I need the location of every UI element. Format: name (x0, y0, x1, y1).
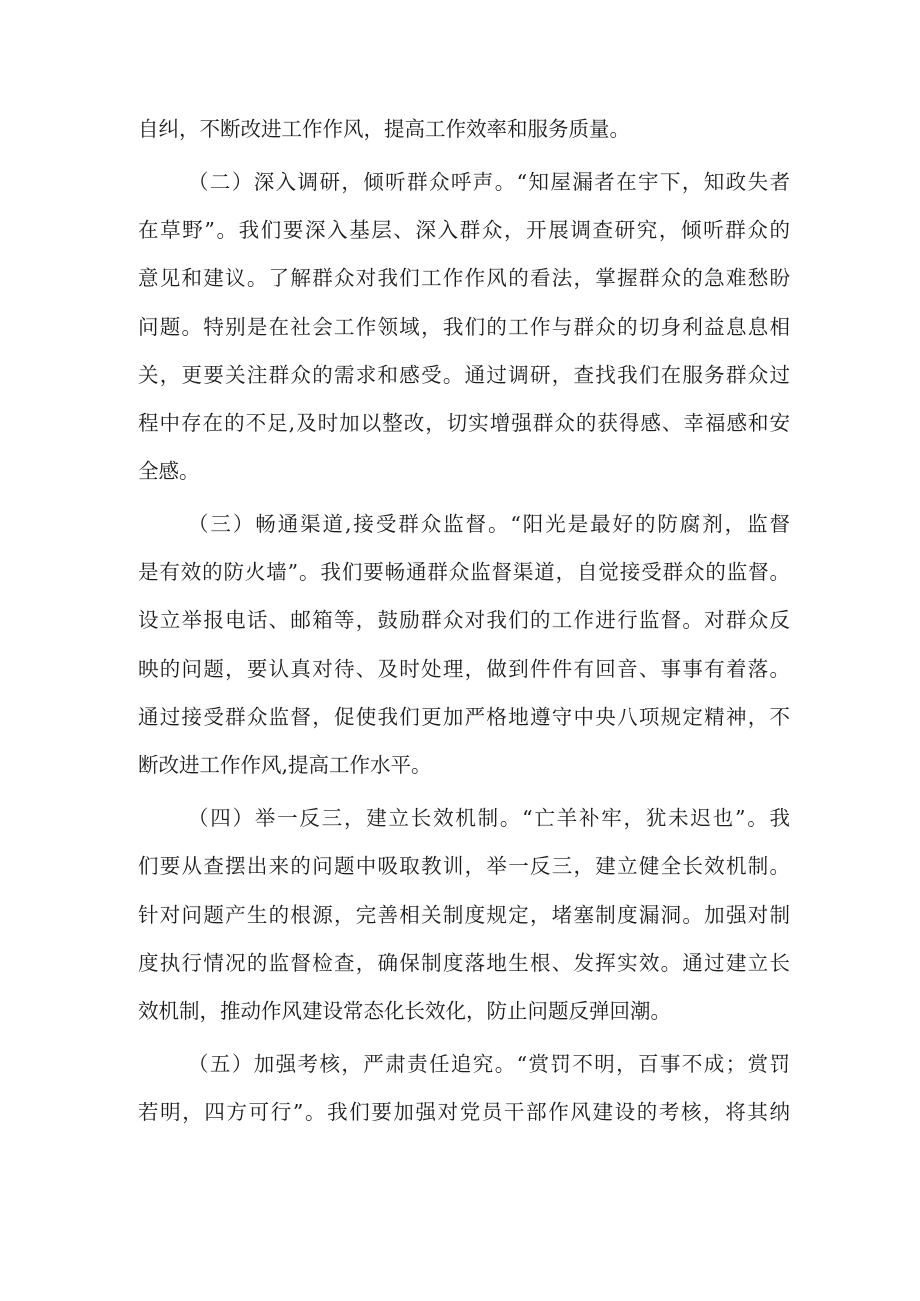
paragraph-4-line-0: （五）加强考核，严肃责任追究。“赏罚不明，百事不成；赏罚 (188, 1052, 790, 1076)
paragraph-3-line-3: 度执行情况的监督检查，确保制度落地生根、发挥实效。通过建立长 (138, 951, 790, 975)
paragraph-1-line-5: 程中存在的不足,及时加以整改，切实增强群众的获得感、幸福感和安 (138, 411, 790, 435)
paragraph-1-line-0: （二）深入调研，倾听群众呼声。“知屋漏者在宇下，知政失者 (188, 170, 790, 194)
paragraph-3-line-4: 效机制，推动作风建设常态化长效化，防止问题反弹回潮。 (138, 999, 671, 1023)
paragraph-3-line-0: （四）举一反三，建立长效机制。“亡羊补牢，犹未迟也”。我 (188, 806, 790, 830)
paragraph-1-line-1: 在草野”。我们要深入基层、深入群众，开展调查研究，倾听群众的 (138, 218, 790, 242)
paragraph-2-line-1: 是有效的防火墙”。我们要畅通群众监督渠道，自觉接受群众的监督。 (138, 560, 790, 584)
paragraph-2-line-4: 通过接受群众监督，促使我们更加严格地遵守中央八项规定精神，不 (138, 705, 790, 729)
paragraph-0-line-0: 自纠，不断改进工作作风，提高工作效率和服务质量。 (138, 117, 630, 141)
paragraph-1-line-4: 关，更要关注群众的需求和感受。通过调研，查找我们在服务群众过 (138, 363, 790, 387)
paragraph-2-line-3: 映的问题，要认真对待、及时处理，做到件件有回音、事事有着落。 (138, 657, 790, 681)
paragraph-3-line-1: 们要从查摆出来的问题中吸取教训，举一反三，建立健全长效机制。 (138, 854, 790, 878)
paragraph-4-line-1: 若明，四方可行”。我们要加强对党员干部作风建设的考核，将其纳 (138, 1100, 790, 1124)
paragraph-2-line-0: （三）畅通渠道,接受群众监督。“阳光是最好的防腐剂，监督 (188, 512, 790, 536)
paragraph-1-line-6: 全感。 (138, 459, 200, 483)
paragraph-1-line-3: 问题。特别是在社会工作领域，我们的工作与群众的切身利益息息相 (138, 315, 790, 339)
paragraph-2-line-2: 设立举报电话、邮箱等，鼓励群众对我们的工作进行监督。对群众反 (138, 608, 790, 632)
paragraph-1-line-2: 意见和建议。了解群众对我们工作作风的看法，掌握群众的急难愁盼 (138, 266, 790, 290)
paragraph-3-line-2: 针对问题产生的根源，完善相关制度规定，堵塞制度漏洞。加强对制 (138, 903, 790, 927)
paragraph-2-line-5: 断改进工作作风,提高工作水平。 (138, 753, 432, 777)
